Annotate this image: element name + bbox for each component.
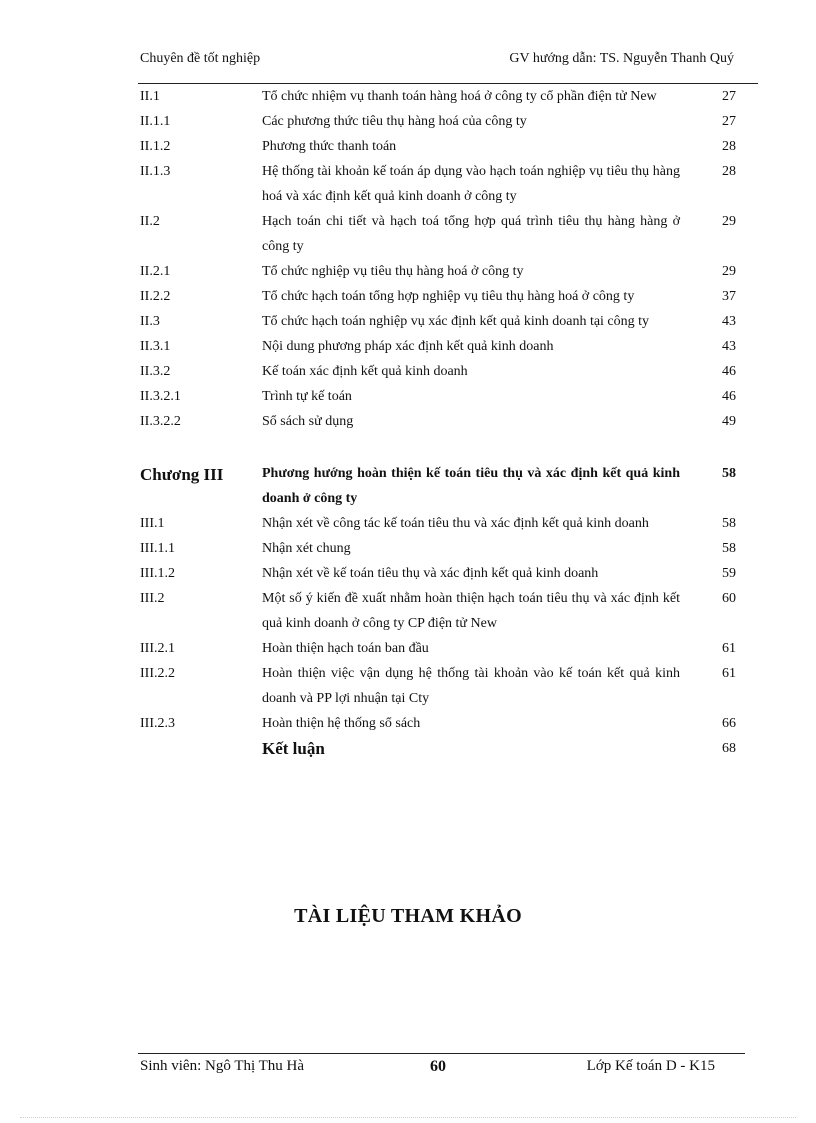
toc-page-number: 27 — [722, 114, 736, 129]
toc-entry-title: Kế toán xác định kết quả kinh doanh — [262, 364, 468, 379]
page-bottom-edge — [20, 1117, 796, 1118]
toc-entry-title: Phương hướng hoàn thiện kế toán tiêu thụ và xác định kết quả kinh doanh ở công ty — [262, 466, 680, 506]
toc-row — [140, 284, 740, 309]
toc-row — [140, 334, 740, 359]
toc-row — [140, 159, 740, 209]
toc-entry-title: Các phương thức tiêu thụ hàng hoá của công ty — [262, 114, 527, 129]
toc-section-number: II.3.2.2 — [140, 414, 181, 429]
toc-page-number: 49 — [722, 414, 736, 429]
toc-row — [140, 561, 740, 586]
toc-section-number: II.2.1 — [140, 264, 171, 279]
toc-page-number: 58 — [722, 516, 736, 531]
footer-divider — [138, 1053, 745, 1054]
toc-entry-title: Phương thức thanh toán — [262, 139, 397, 154]
toc-page-number: 37 — [722, 289, 736, 304]
references-heading: TÀI LIỆU THAM KHẢO — [294, 905, 522, 927]
toc-entry-title: Tổ chức nhiệm vụ thanh toán hàng hoá ở công ty cổ phần điện tử New — [262, 89, 657, 104]
toc-section-number: III.1.2 — [140, 566, 175, 581]
toc-section-number: III.2.2 — [140, 666, 175, 681]
toc-entry-title: Hệ thống tài khoản kế toán áp dụng vào hạch toán nghiệp vụ tiêu thụ hàng hoá và xác định kết quả kinh doanh ở công ty — [262, 164, 680, 204]
toc-entry-title: Trình tự kế toán — [262, 389, 352, 404]
toc-row — [140, 461, 740, 511]
footer-student: Sinh viên: Ngô Thị Thu Hà — [140, 1058, 305, 1074]
toc-page-number: 59 — [722, 566, 736, 581]
toc-row — [140, 309, 740, 334]
toc-page-number: 46 — [722, 364, 736, 379]
toc-section-number: II.3.1 — [140, 339, 171, 354]
toc-row — [140, 661, 740, 711]
toc-page-number: 28 — [722, 164, 736, 179]
toc-row — [140, 84, 740, 109]
toc-entry-title: Tổ chức hạch toán nghiệp vụ xác định kết quả kinh doanh tại công ty — [262, 314, 650, 329]
page-header — [140, 50, 734, 68]
toc-section-number: II.3.2 — [140, 364, 171, 379]
toc-row — [140, 586, 740, 636]
toc-page-number: 58 — [722, 466, 736, 481]
table-of-contents — [140, 84, 740, 761]
toc-row — [140, 259, 740, 284]
toc-row — [140, 134, 740, 159]
toc-section-number: Chương III — [140, 465, 224, 484]
toc-page-number: 28 — [722, 139, 736, 154]
footer-class: Lớp Kế toán D - K15 — [586, 1058, 715, 1074]
toc-row — [140, 636, 740, 661]
toc-row — [140, 736, 740, 761]
toc-page-number: 58 — [722, 541, 736, 556]
toc-row — [140, 209, 740, 259]
toc-row — [140, 109, 740, 134]
toc-section-number: II.3 — [140, 314, 160, 329]
toc-row — [140, 536, 740, 561]
toc-section-number: III.2.3 — [140, 716, 175, 731]
toc-page-number: 61 — [722, 641, 736, 656]
toc-page-number: 60 — [722, 591, 736, 606]
toc-entry-title: Hạch toán chi tiết và hạch toá tổng hợp quá trình tiêu thụ hàng hàng ở công ty — [262, 214, 680, 254]
toc-section-number: II.1 — [140, 89, 160, 104]
toc-section-number: II.1.2 — [140, 139, 171, 154]
toc-entry-title: Nhận xét về công tác kế toán tiêu thu và xác định kết quả kinh doanh — [262, 516, 649, 531]
toc-entry-title: Hoàn thiện việc vận dụng hệ thống tài khoản vào kế toán kết quả kinh doanh và PP lợi nhuận tại Cty — [262, 666, 680, 706]
toc-page-number: 66 — [722, 716, 736, 731]
toc-row — [140, 409, 740, 434]
toc-page-number: 27 — [722, 89, 736, 104]
toc-entry-title: Hoàn thiện hệ thống sổ sách — [262, 716, 421, 731]
toc-entry-title: Tổ chức nghiệp vụ tiêu thụ hàng hoá ở công ty — [262, 264, 524, 279]
toc-section-number: III.1.1 — [140, 541, 175, 556]
toc-entry-title: Tổ chức hạch toán tổng hợp nghiệp vụ tiêu thụ hàng hoá ở công ty — [262, 289, 635, 304]
toc-entry-title: Một số ý kiến đề xuất nhằm hoàn thiện hạch toán tiêu thụ và xác định kết quả kinh doanh ở công ty CP điện tử New — [262, 591, 680, 631]
toc-row — [140, 711, 740, 736]
toc-section-number: II.3.2.1 — [140, 389, 181, 404]
header-advisor: GV hướng dẫn: TS. Nguyễn Thanh Quý — [509, 51, 734, 66]
header-topic: Chuyên đề tốt nghiệp — [140, 51, 261, 66]
toc-section-number: II.2.2 — [140, 289, 171, 304]
toc-section-number: III.2.1 — [140, 641, 175, 656]
toc-page-number: 46 — [722, 389, 736, 404]
toc-section-number: II.1.1 — [140, 114, 171, 129]
toc-entry-title: Nhận xét chung — [262, 541, 351, 556]
toc-entry-title: Hoàn thiện hạch toán ban đầu — [262, 641, 429, 656]
toc-page-number: 29 — [722, 214, 736, 229]
toc-page-number: 61 — [722, 666, 736, 681]
toc-entry-title: Nhận xét về kế toán tiêu thụ và xác định kết quả kinh doanh — [262, 566, 599, 581]
toc-entry-title: Sổ sách sử dụng — [262, 414, 354, 429]
toc-section-number: III.1 — [140, 516, 165, 531]
toc-section-number: II.1.3 — [140, 164, 171, 179]
toc-page-number: 43 — [722, 339, 736, 354]
toc-section-number: II.2 — [140, 214, 160, 229]
toc-page-number: 29 — [722, 264, 736, 279]
toc-section-number: III.2 — [140, 591, 165, 606]
toc-entry-title: Kết luận — [262, 739, 325, 758]
footer-page-number: 60 — [430, 1058, 446, 1075]
toc-row — [140, 511, 740, 536]
toc-page-number: 43 — [722, 314, 736, 329]
toc-page-number: 68 — [722, 741, 736, 756]
toc-row — [140, 384, 740, 409]
toc-entry-title: Nội dung phương pháp xác định kết quả kinh doanh — [262, 339, 554, 354]
toc-row — [140, 359, 740, 384]
